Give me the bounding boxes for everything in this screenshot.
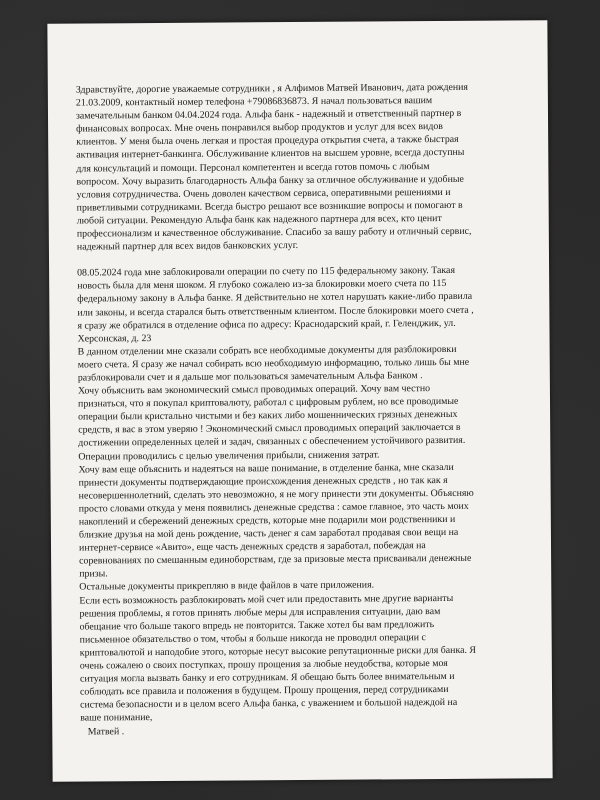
letter-body — [76, 80, 529, 738]
letter-paragraph-account-block: 08.05.2024 года мне заблокировали операции по счету по 115 федеральному закону. Такая новость была для меня шоком. Я глубоко сожалею из-за блокировки моего счета по 115 федеральному закону в Альфа банке. Я действительно не хотел нарушать какие-либо правила или законы, и всегда старался быть ответственным клиентом. После блокировки моего счета , я сразу же обратился в отделение офиса по адресу: Краснодарский край, г. Геленджик, ул. Херсонская, д. 23 В данном отделении мне сказали собрать все необходимые документы для разблокировки моего счета. Я сразу же начал собирать всю необходимую информацию, только лишь бы мне разблокировали счет и я дальше мог пользоваться замечательным Альфа Банком . Хочу объяснить вам экономический смысл проводимых операций. Хочу вам честно признаться, что я покупал криптовалюту, работал с цифровым рублем, но все проводимые операции были кристально чистыми и без каких либо мошеннических грязных денежных средств, я вас в этом уверяю ! Экономический смысл проводимых операций заключается в достижении определенных целей и задач, связанных с обеспечением устойчивого развития. Операции проводились с целью увеличения прибыли, снижения затрат. Хочу вам еще объяснить и надеяться на ваше понимание, в отделение банка, мне сказали принести документы подтверждающие происхождения денежных средств , но так как я несовершеннолетний, сделать это невозможно, я не могу принести эти документы. Объясняю просто словами откуда у меня появились денежные средства : самое главное, это часть моих накоплений и сбережений денежных средств, которые мне подарили мои родственники и близкие друзья на мой день рождение, часть денег я сам заработал продавая свои вещи на интернет-сервисе «Авито», еще часть денежных средств я заработал, побеждая на соревнованиях по смешанным единоборствам, где за призовые места присваивали денежные призы. Остальные документы прикрепляю в виде файлов в чате приложения. Если есть возможность разблокировать мой счет или предоставить мне другие варианты решения проблемы, я готов принять любые меры для исправления ситуации, даю вам обещание что больше такого впредь не повторится. Также хотел бы вам предложить письменное обязательство о том, чтобы я больше никогда не проводил операции с криптовалютой и наподобие этого, которые несут высокие репутационные риски для банка. Я очень сожалею о своих поступках, прошу прощения за любые неудобства, которые моя ситуация могла вызвать банку и его сотрудникам. Я обещаю быть более внимательным и соблюдать все правила и положения в будущем. Прошу прощения, перед сотрудниками система безопасности и в целом всего Альфа банка, с уважением и большой надеждой на ваше понимание, — [77, 265, 477, 724]
letter-paragraph-praise: Здравствуйте, дорогие уважаемые сотрудники , я Алфимов Матвей Иванович, дата рождения 21.03.2009, контактный номер телефона +79086836873. Я начал пользоваться вашим замечательным банком 04.04.2024 года. Альфа банк - надежный и ответственный партнер в финансовых вопросах. Мне очень понравился выбор продуктов и услуг для всех видов клиентов. У меня была очень легкая и простая процедура открытия счета, а также быстрая активация интернет-банкинга. Обслуживание клиентов на высшем уровне, всегда доступны для консультаций и помощи. Персонал компетентен и всегда готов помочь с любым вопросом. Хочу выразить благодарность Альфа банку за отличное обслуживание и удобные условия сотрудничества. Очень доволен качеством сервиса, оперативными решениями и приветливыми сотрудниками. Всегда быстро решают все возникшие вопросы и помогают в любой ситуации. Рекомендую Альфа банк как надежного партнера для всех, кто ценит профессионализм и качественное обслуживание. Спасибо за вашу работу и отличный сервис, надежный партнер для всех видов банковских услуг. — [75, 81, 472, 253]
paper-sheet — [47, 20, 552, 781]
letter-signoff: Матвей . — [80, 725, 125, 738]
